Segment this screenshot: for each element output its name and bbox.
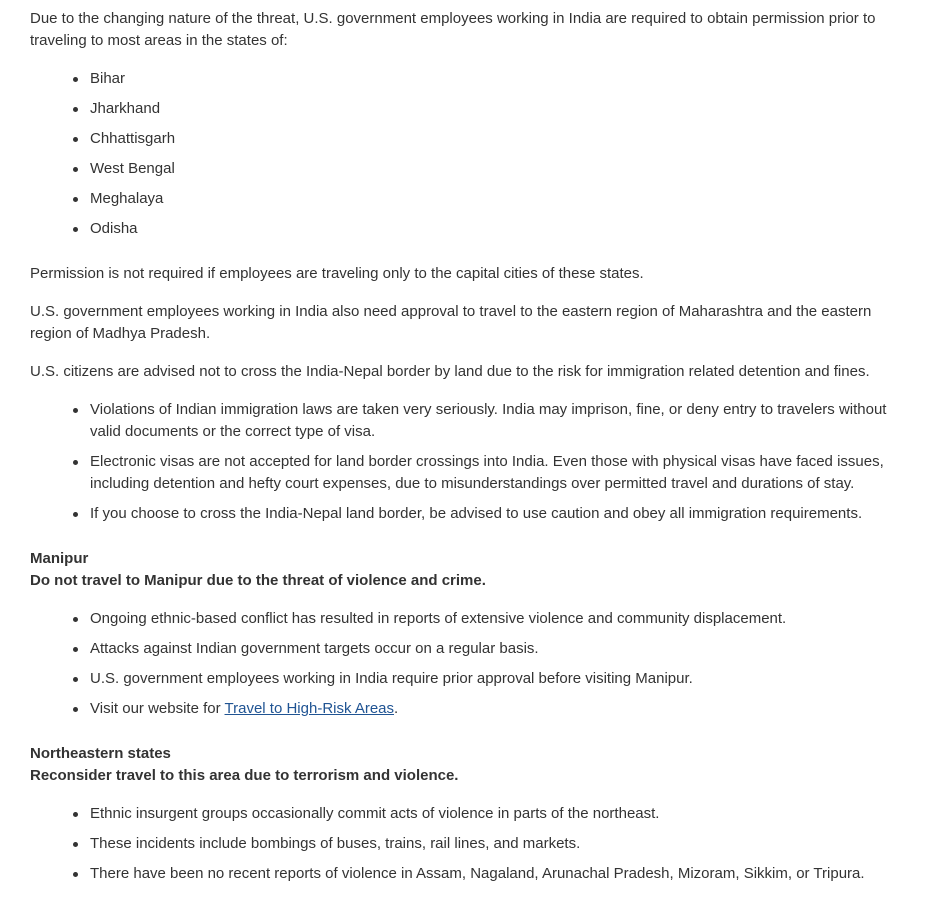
- list-item: Chhattisgarh: [90, 128, 909, 150]
- list-item: If you choose to cross the India-Nepal land border, be advised to use caution and obey all immigration requirements.: [90, 503, 909, 525]
- northeast-heading: Northeastern states: [30, 745, 171, 762]
- list-item: U.S. government employees working in India require prior approval before visiting Manipur.: [90, 668, 909, 690]
- bullet-icon: [73, 408, 78, 413]
- bullet-icon: [73, 677, 78, 682]
- list-item: Visit our website for Travel to High-Risk Areas.: [90, 698, 909, 720]
- intro-paragraph: Due to the changing nature of the threat, U.S. government employees working in India are required to obtain permission prior to traveling to most areas in the states of:: [30, 10, 876, 49]
- nepal-list: [30, 399, 909, 525]
- northeast-list: [30, 803, 909, 885]
- bullet-icon: [73, 842, 78, 847]
- list-item: Meghalaya: [90, 188, 909, 210]
- list-item: These incidents include bombings of buses, trains, rail lines, and markets.: [90, 833, 909, 855]
- bullet-icon: [73, 872, 78, 877]
- bullet-icon: [73, 512, 78, 517]
- list-item: Bihar: [90, 68, 909, 90]
- capitals-paragraph: Permission is not required if employees are traveling only to the capital cities of these states.: [30, 265, 644, 282]
- states-list: [30, 68, 909, 240]
- manipur-list: [30, 608, 909, 720]
- bullet-icon: [73, 137, 78, 142]
- list-item: Odisha: [90, 218, 909, 240]
- bullet-icon: [73, 167, 78, 172]
- northeast-advisory: Reconsider travel to this area due to terrorism and violence.: [30, 767, 459, 784]
- manipur-advisory: Do not travel to Manipur due to the threat of violence and crime.: [30, 572, 486, 589]
- nepal-paragraph: U.S. citizens are advised not to cross the India-Nepal border by land due to the risk for immigration related detention and fines.: [30, 363, 870, 380]
- list-item: Ongoing ethnic-based conflict has resulted in reports of extensive violence and community displacement.: [90, 608, 909, 630]
- list-item: West Bengal: [90, 158, 909, 180]
- bullet-icon: [73, 77, 78, 82]
- high-risk-areas-link[interactable]: Travel to High-Risk Areas: [224, 700, 395, 717]
- bullet-icon: [73, 812, 78, 817]
- list-item: Electronic visas are not accepted for land border crossings into India. Even those with physical visas have faced issues, including detention and hefty court expenses, due to misunderstandings over permitted travel and durations of stay.: [90, 451, 909, 495]
- bullet-icon: [73, 647, 78, 652]
- list-item: Attacks against Indian government targets occur on a regular basis.: [90, 638, 909, 660]
- bullet-icon: [73, 617, 78, 622]
- manipur-heading: Manipur: [30, 550, 89, 567]
- list-item: Ethnic insurgent groups occasionally commit acts of violence in parts of the northeast.: [90, 803, 909, 825]
- bullet-icon: [73, 227, 78, 232]
- bullet-icon: [73, 197, 78, 202]
- approval-paragraph: U.S. government employees working in India also need approval to travel to the eastern region of Maharashtra and the eastern region of Madhya Pradesh.: [30, 303, 872, 342]
- bullet-icon: [73, 707, 78, 712]
- list-item: Violations of Indian immigration laws are taken very seriously. India may imprison, fine, or deny entry to travelers without valid documents or the correct type of visa.: [90, 399, 909, 443]
- bullet-icon: [73, 460, 78, 465]
- list-item: Jharkhand: [90, 98, 909, 120]
- bullet-icon: [73, 107, 78, 112]
- list-item: There have been no recent reports of violence in Assam, Nagaland, Arunachal Pradesh, Mizoram, Sikkim, or Tripura.: [90, 863, 909, 885]
